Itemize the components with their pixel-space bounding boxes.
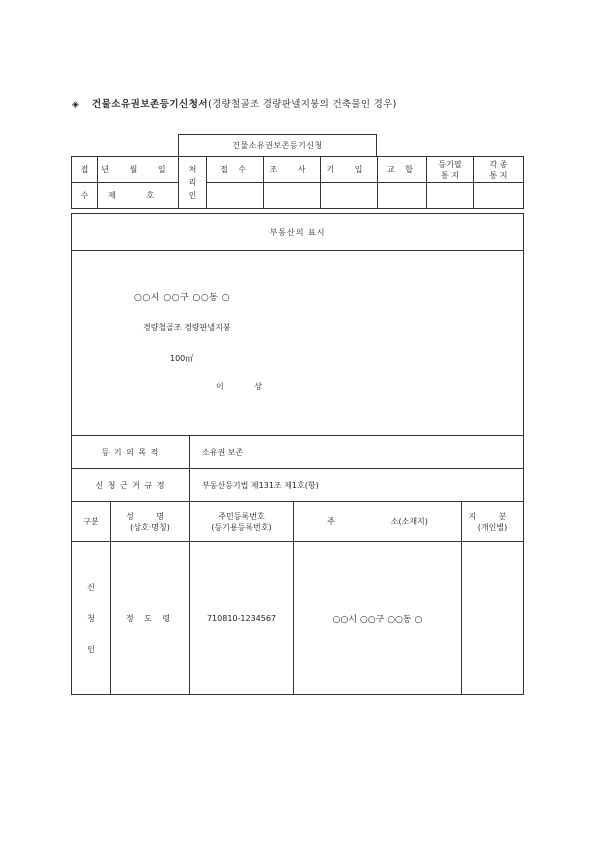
receipt-caption: 건물소유권보존등기신청 <box>179 135 377 157</box>
check-label: 교 합 <box>378 157 427 183</box>
id-header <box>190 502 294 542</box>
property-address: ○○시 ○○구 ○○동 ○ <box>134 293 231 303</box>
check-cell <box>378 183 427 209</box>
property-heading: 부동산의 표시 <box>72 214 524 251</box>
name-header <box>111 502 190 542</box>
property-end-mark: 이 상 <box>216 382 276 391</box>
purpose-value: 소유권 보존 <box>190 436 524 469</box>
receipt-number-label: 제 호 <box>98 183 179 209</box>
main-form-table <box>71 213 524 695</box>
cause-label: 신 청 근 거 규 정 <box>72 469 190 502</box>
processor-char-2: 리 <box>188 178 197 187</box>
name-header-line-2: (상호·명칭) <box>130 522 170 532</box>
processor-char-1: 처 <box>188 165 197 174</box>
applicant-char-1: 신 <box>87 582 95 592</box>
name-header-line-1: 성 명 <box>126 511 174 521</box>
property-structure: 경량철골조 경량판넬지붕 <box>143 323 231 332</box>
applicant-division <box>72 542 111 695</box>
share-header-line-1: 지 분 <box>468 511 517 521</box>
receipt-date-label: 년 월 일 <box>98 157 179 183</box>
document-title <box>72 96 397 110</box>
applicant-char-2: 청 <box>87 613 95 623</box>
diamond-bullet-icon: ◈ <box>72 100 79 110</box>
entry-cell <box>321 183 378 209</box>
division-header: 구분 <box>72 502 111 542</box>
receipt-caption-box <box>178 134 377 157</box>
form-title: 건물소유권보존등기신청서 <box>91 99 209 110</box>
investigate-label: 조 사 <box>264 157 321 183</box>
receipt-label-bottom: 수 <box>72 183 98 209</box>
share-header-line-2: (개인별) <box>477 522 508 532</box>
various-notice-label <box>474 157 524 183</box>
applicant-id: 710810-1234567 <box>190 542 294 695</box>
receipt-label-top: 접 <box>72 157 98 183</box>
registration-notice-label <box>427 157 474 183</box>
entry-label: 기 입 <box>321 157 378 183</box>
share-header <box>462 502 524 542</box>
id-header-line-2: (등기용등록번호) <box>211 522 272 532</box>
purpose-label: 등 기 의 목 적 <box>72 436 190 469</box>
applicant-name: 정 도 령 <box>111 542 190 695</box>
address-header: 주 소(소재지) <box>294 502 462 542</box>
various-notice-line-2: 통 지 <box>489 170 508 180</box>
registration-notice-line-2: 통 지 <box>441 170 459 180</box>
applicant-share <box>462 542 524 695</box>
cause-value: 부동산등기법 제131조 제1호(항) <box>190 469 524 502</box>
various-notice-line-1: 각 종 <box>489 159 508 169</box>
receipt-table <box>71 156 524 209</box>
receive-cell <box>207 183 264 209</box>
id-header-line-1: 주민등록번호 <box>218 511 265 521</box>
property-description <box>72 251 524 436</box>
registration-notice-line-1: 등기필 <box>438 159 462 169</box>
registration-notice-cell <box>427 183 474 209</box>
applicant-address: ○○시 ○○구 ○○동 ○ <box>294 542 462 695</box>
applicant-char-3: 인 <box>87 644 95 654</box>
processor-char-3: 인 <box>188 191 197 200</box>
receive-label: 접 수 <box>207 157 264 183</box>
investigate-cell <box>264 183 321 209</box>
various-notice-cell <box>474 183 524 209</box>
property-area: 100㎡ <box>170 354 194 363</box>
processor-label <box>179 157 207 209</box>
form-subtitle: (경량철골조 경량판넬지붕의 건축물인 경우) <box>208 99 397 110</box>
